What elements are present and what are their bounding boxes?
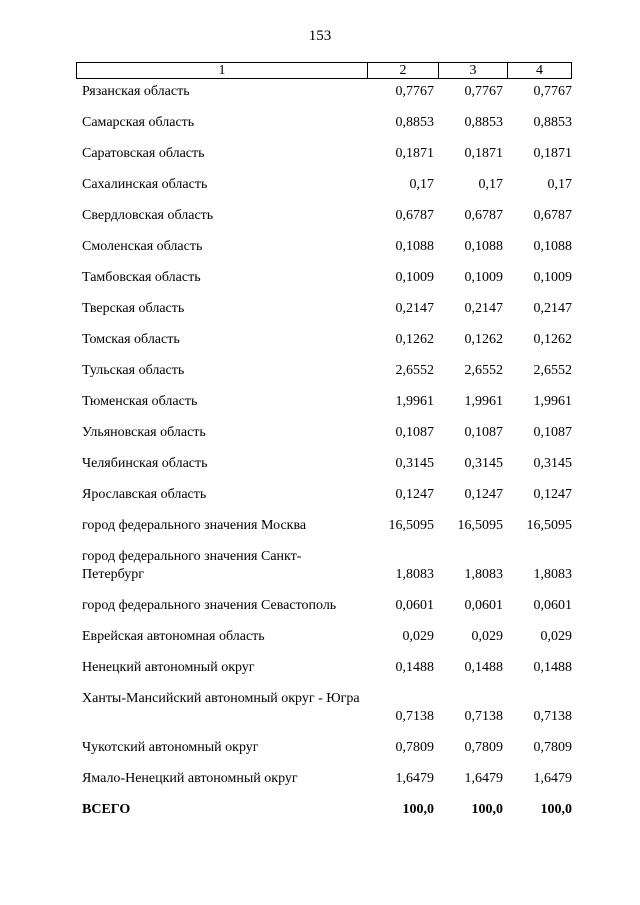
value-col-3: 0,0601	[464, 598, 503, 613]
value-col-4: 0,1262	[533, 332, 572, 347]
value-col-4: 16,5095	[526, 518, 572, 533]
value-col-4: 1,8083	[533, 567, 572, 582]
value-col-2: 0,7767	[395, 84, 434, 99]
value-col-3: 0,3145	[464, 456, 503, 471]
region-name: Ярославская область	[82, 487, 207, 502]
region-name: Ульяновская область	[82, 425, 206, 440]
value-col-2: 0,1088	[395, 239, 434, 254]
table-header	[76, 62, 572, 79]
value-col-3: 0,7809	[464, 740, 503, 755]
value-col-2: 16,5095	[388, 518, 434, 533]
value-col-4: 0,8853	[533, 115, 572, 130]
value-col-2: 1,9961	[395, 394, 434, 409]
value-col-4: 0,1009	[533, 270, 572, 285]
value-col-2: 0,029	[402, 629, 434, 644]
value-col-2: 0,7138	[395, 709, 434, 724]
header-col-2: 2	[368, 63, 439, 78]
value-col-2: 0,7809	[395, 740, 434, 755]
value-col-3: 1,9961	[464, 394, 503, 409]
region-name: город федерального значения Санкт-Петербург	[82, 549, 302, 582]
region-name: Челябинская область	[82, 456, 208, 471]
value-col-3: 0,8853	[464, 115, 503, 130]
value-col-2: 0,17	[409, 177, 434, 192]
value-col-4: 2,6552	[533, 363, 572, 378]
value-col-4: 0,1087	[533, 425, 572, 440]
value-col-3: 0,1088	[464, 239, 503, 254]
region-name: Томская область	[82, 332, 180, 347]
region-name: Смоленская область	[82, 239, 203, 254]
value-col-2: 100,0	[402, 802, 434, 817]
value-col-2: 0,1247	[395, 487, 434, 502]
region-name: Рязанская область	[82, 84, 190, 99]
value-col-4: 1,6479	[533, 771, 572, 786]
value-col-2: 2,6552	[395, 363, 434, 378]
value-col-2: 0,1488	[395, 660, 434, 675]
value-col-3: 1,6479	[464, 771, 503, 786]
header-col-1: 1	[77, 63, 368, 78]
region-name: Ханты-Мансийский автономный округ - Югра	[82, 691, 360, 706]
header-col-4: 4	[536, 63, 543, 78]
value-col-4: 0,7767	[533, 84, 572, 99]
region-name: Тверская область	[82, 301, 185, 316]
value-col-4: 0,6787	[533, 208, 572, 223]
value-col-3: 100,0	[471, 802, 503, 817]
region-name: Тамбовская область	[82, 270, 201, 285]
value-col-2: 0,1262	[395, 332, 434, 347]
value-col-2: 0,1871	[395, 146, 434, 161]
value-col-4: 0,17	[547, 177, 572, 192]
value-col-3: 0,1009	[464, 270, 503, 285]
value-col-3: 0,1262	[464, 332, 503, 347]
value-col-3: 0,17	[478, 177, 503, 192]
region-name: Ямало-Ненецкий автономный округ	[82, 771, 298, 786]
region-name: ВСЕГО	[82, 802, 131, 817]
value-col-4: 0,7138	[533, 709, 572, 724]
region-name: город федерального значения Севастополь	[82, 598, 337, 613]
value-col-3: 16,5095	[457, 518, 503, 533]
value-col-3: 0,6787	[464, 208, 503, 223]
value-col-2: 0,2147	[395, 301, 434, 316]
value-col-2: 0,1009	[395, 270, 434, 285]
value-col-2: 1,8083	[395, 567, 434, 582]
value-col-2: 1,6479	[395, 771, 434, 786]
value-col-4: 0,1247	[533, 487, 572, 502]
region-name: Свердловская область	[82, 208, 214, 223]
value-col-3: 2,6552	[464, 363, 503, 378]
page-number: 153	[308, 28, 332, 44]
value-col-3: 0,7767	[464, 84, 503, 99]
value-col-4: 0,029	[540, 629, 572, 644]
region-name: Тульская область	[82, 363, 185, 378]
region-name: Еврейская автономная область	[82, 629, 265, 644]
value-col-3: 0,1087	[464, 425, 503, 440]
value-col-4: 0,1088	[533, 239, 572, 254]
value-col-3: 0,1247	[464, 487, 503, 502]
value-col-2: 0,3145	[395, 456, 434, 471]
header-col-3: 3	[439, 63, 508, 78]
region-name: Чукотский автономный округ	[82, 740, 259, 755]
value-col-3: 0,1871	[464, 146, 503, 161]
value-col-3: 1,8083	[464, 567, 503, 582]
value-col-2: 0,0601	[395, 598, 434, 613]
region-name: Тюменская область	[82, 394, 198, 409]
value-col-3: 0,029	[471, 629, 503, 644]
region-name: Саратовская область	[82, 146, 205, 161]
value-col-2: 0,8853	[395, 115, 434, 130]
value-col-4: 0,0601	[533, 598, 572, 613]
value-col-4: 0,7809	[533, 740, 572, 755]
value-col-2: 0,1087	[395, 425, 434, 440]
value-col-3: 0,1488	[464, 660, 503, 675]
value-col-3: 0,7138	[464, 709, 503, 724]
value-col-4: 100,0	[540, 802, 572, 817]
value-col-4: 0,3145	[533, 456, 572, 471]
value-col-2: 0,6787	[395, 208, 434, 223]
region-name: Ненецкий автономный округ	[82, 660, 255, 675]
value-col-4: 0,2147	[533, 301, 572, 316]
region-name: город федерального значения Москва	[82, 518, 307, 533]
region-name: Сахалинская область	[82, 177, 208, 192]
value-col-4: 0,1488	[533, 660, 572, 675]
region-name: Самарская область	[82, 115, 195, 130]
value-col-4: 0,1871	[533, 146, 572, 161]
value-col-3: 0,2147	[464, 301, 503, 316]
value-col-4: 1,9961	[533, 394, 572, 409]
